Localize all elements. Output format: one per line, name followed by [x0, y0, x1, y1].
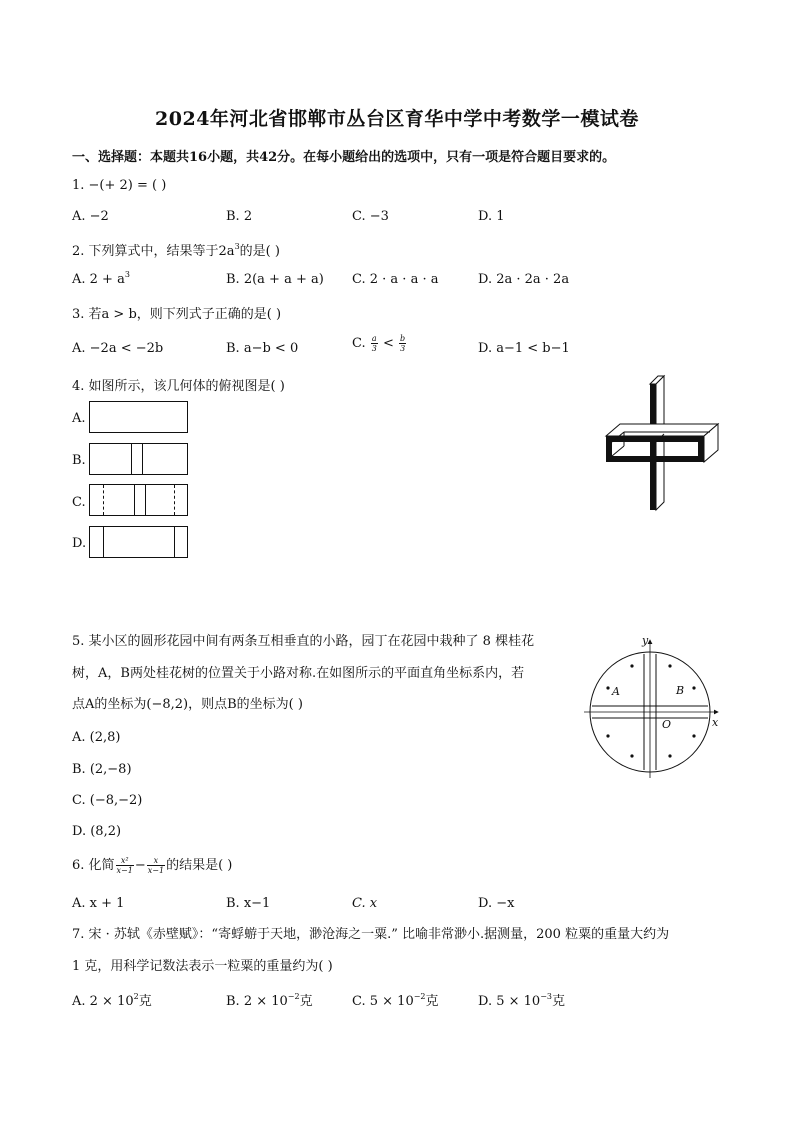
q4-solid-figure — [598, 372, 728, 517]
inner-edge-4 — [612, 446, 624, 456]
box-top-face — [606, 424, 718, 436]
q3-option-b[interactable]: B. a−b < 0 — [226, 341, 299, 356]
question-3-stem: 3. 若a > b，则下列式子正确的是( ) — [72, 307, 282, 322]
q1-option-c[interactable]: C. −3 — [352, 209, 389, 224]
q4-b-line-left — [131, 444, 132, 474]
tree-dot — [692, 686, 695, 689]
question-6-stem: 6. 化简 $\frac{\text{x²}}{x-1}$ − $\frac{x}{x-1}$ 的结果是( ) — [72, 856, 233, 875]
question-7-line-1: 7. 宋 · 苏轼《赤壁赋》：“寄蜉蝣于天地，渺沧海之一粟.” 比喻非常渺小.据测量，200 粒粟的重量大约为 — [72, 927, 670, 942]
q4-option-a-label[interactable]: A. — [72, 411, 86, 426]
q4-option-d-label[interactable]: D. — [72, 536, 87, 551]
q4-c-dash-right — [174, 485, 175, 515]
y-axis-label: y — [642, 634, 649, 647]
q6-option-c[interactable]: C. x — [352, 896, 378, 911]
q4-d-line-right — [174, 527, 175, 557]
q4-option-b-label[interactable]: B. — [72, 453, 86, 468]
q7-option-a[interactable]: A. $2 \times 10^2$克 — [72, 992, 152, 1009]
q4-option-d-figure[interactable] — [89, 526, 188, 558]
question-2-stem: 2. 下列算式中，结果等于$2a^3$的是( ) — [72, 242, 280, 259]
q2-option-c[interactable]: C. 2 · a · a · a — [352, 272, 439, 287]
tree-dot — [630, 754, 633, 757]
q1-option-a[interactable]: A. −2 — [72, 209, 109, 224]
tree-dot — [692, 734, 695, 737]
question-7-line-2: 1 克，用科学记数法表示一粒粟的重量约为( ) — [72, 959, 333, 974]
page-title: 2024年河北省邯郸市丛台区育华中学中考数学一模试卷 — [155, 108, 639, 130]
point-b-label: B — [676, 684, 685, 697]
question-4-stem: 4. 如图所示，该几何体的俯视图是( ) — [72, 379, 285, 394]
tree-dot — [606, 734, 609, 737]
question-5-line-1: 5. 某小区的圆形花园中间有两条互相垂直的小路，园丁在花园中栽种了 8 棵桂花 — [72, 634, 535, 649]
tree-dot — [668, 754, 671, 757]
q6-option-a[interactable]: A. x + 1 — [72, 896, 125, 911]
q4-c-line-right — [145, 485, 146, 515]
tree-dot — [606, 686, 609, 689]
q3-option-a[interactable]: A. −2a < −2b — [72, 341, 164, 356]
q4-option-b-figure[interactable] — [89, 443, 188, 475]
q5-option-d[interactable]: D. (8,2) — [72, 824, 122, 839]
q4-option-c-label[interactable]: C. — [72, 495, 86, 510]
q6-option-b[interactable]: B. x−1 — [226, 896, 271, 911]
tree-dot — [668, 664, 671, 667]
q4-option-c-figure[interactable] — [89, 484, 188, 516]
x-axis-label: x — [712, 716, 719, 729]
section-header: 一、选择题：本题共16小题，共42分。在每小题给出的选项中，只有一项是符合题目要求的。 — [72, 150, 616, 165]
q4-c-dash-left — [103, 485, 104, 515]
q4-b-line-right — [142, 444, 143, 474]
plate-through-box — [650, 436, 656, 462]
q4-option-a-figure[interactable] — [89, 401, 188, 433]
q3-option-c[interactable]: C. $\frac{a}{3}$ < $\frac{b}{3}$ — [352, 334, 406, 353]
q7-option-b[interactable]: B. $2 \times 10^{-2}$克 — [226, 992, 313, 1009]
plate-side-face — [656, 376, 664, 510]
q2-option-d[interactable]: D. 2a · 2a · 2a — [478, 272, 570, 287]
question-5-line-2: 树，A，B两处桂花树的位置关于小路对称.在如图所示的平面直角坐标系内，若 — [72, 666, 525, 681]
q4-c-line-left — [134, 485, 135, 515]
tree-dot — [630, 664, 633, 667]
q7-option-c[interactable]: C. $5 \times 10^{-2}$克 — [352, 992, 439, 1009]
q1-option-d[interactable]: D. 1 — [478, 209, 505, 224]
question-5-line-3: 点A的坐标为(−8,2)，则点B的坐标为( ) — [72, 697, 303, 712]
q5-option-b[interactable]: B. (2,−8) — [72, 762, 132, 777]
q5-garden-figure — [582, 632, 724, 780]
q5-option-a[interactable]: A. (2,8) — [72, 730, 121, 745]
q6-option-d[interactable]: D. −x — [478, 896, 515, 911]
q7-option-d[interactable]: D. $5 \times 10^{-3}$克 — [478, 992, 566, 1009]
point-a-label: A — [612, 685, 620, 698]
q2-option-a[interactable]: A. $2 + a^3$ — [72, 270, 130, 287]
q4-d-line-left — [103, 527, 104, 557]
q3-option-d[interactable]: D. a−1 < b−1 — [478, 341, 570, 356]
origin-label: O — [662, 718, 672, 731]
q5-option-c[interactable]: C. (−8,−2) — [72, 793, 143, 808]
q2-option-b[interactable]: B. 2(a + a + a) — [226, 272, 324, 287]
q1-option-b[interactable]: B. 2 — [226, 209, 253, 224]
question-1-stem: 1. −(+ 2) = ( ) — [72, 178, 167, 193]
